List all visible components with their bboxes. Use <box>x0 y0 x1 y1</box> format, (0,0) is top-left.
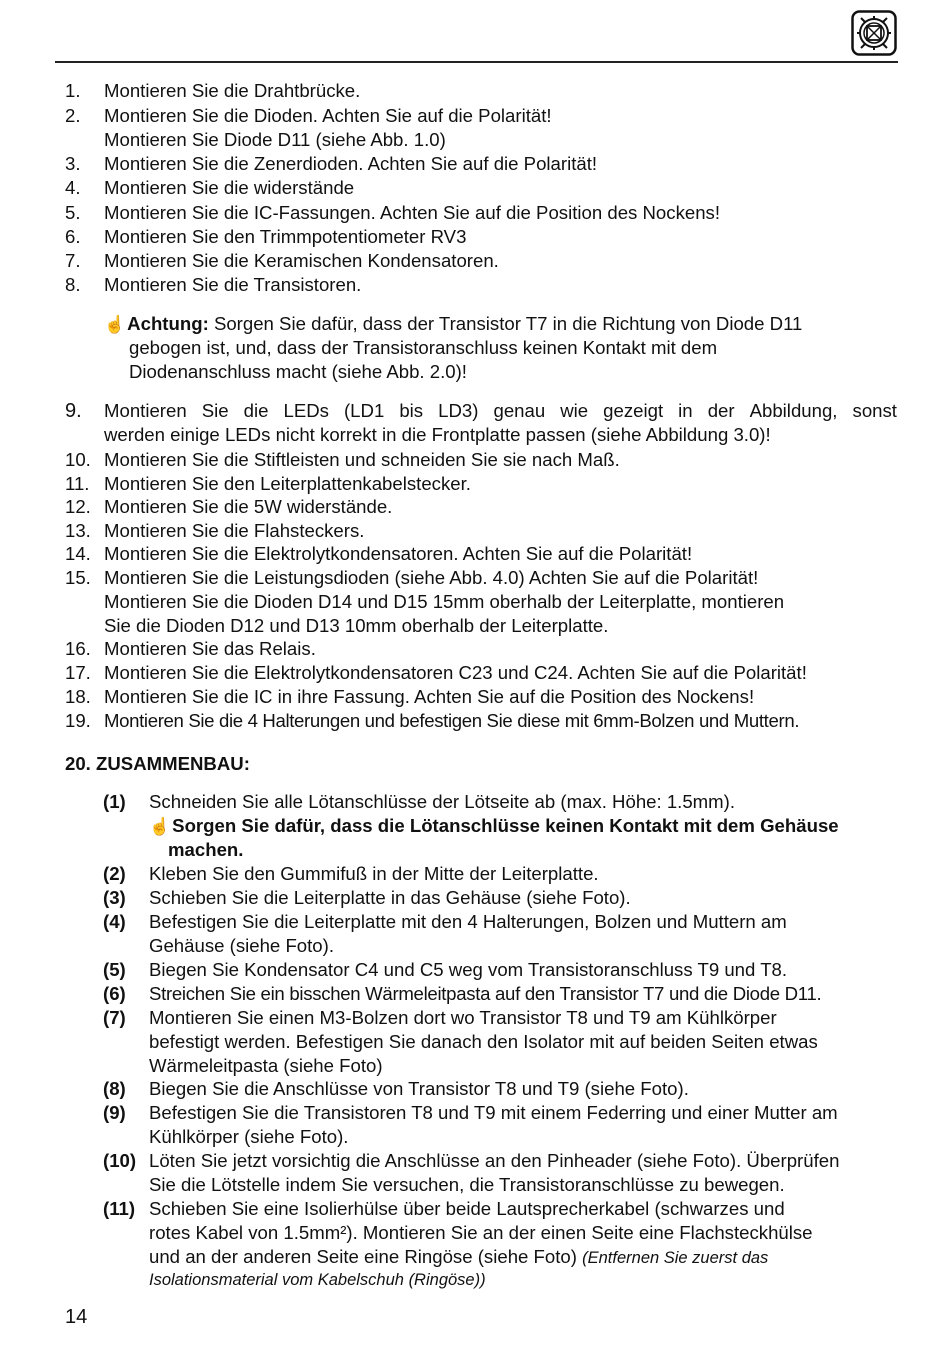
step9-word: bis <box>399 400 424 421</box>
page-number: 14 <box>65 1306 88 1328</box>
step9-word: wie <box>560 400 589 421</box>
step9-word: Abbildung, <box>749 400 838 421</box>
header-rule <box>55 61 898 63</box>
kit-logo-icon <box>851 10 897 56</box>
step9-word: Montieren <box>104 400 187 421</box>
step9-word: genau <box>493 400 546 421</box>
warning-label: Achtung: <box>127 313 209 334</box>
step9-word: gezeigt <box>603 400 664 421</box>
step9-word: Sie <box>201 400 229 421</box>
step9-line <box>104 399 897 423</box>
pointing-hand-icon: ☝ <box>149 817 171 836</box>
warning-text: gebogen ist, und, dass der Transistoranschluss keinen Kontakt mit dem <box>129 337 718 358</box>
step9-word: (LD1 <box>343 400 385 421</box>
step9-word: in <box>678 400 693 421</box>
step9-word: sonst <box>852 400 897 421</box>
step9-word: der <box>707 400 735 421</box>
warning-text: machen. <box>168 839 244 860</box>
step9-word: LEDs <box>283 400 329 421</box>
section-heading: 20. ZUSAMMENBAU: <box>65 753 250 774</box>
warning-note <box>104 312 802 337</box>
warning-text: Sorgen Sie dafür, dass der Transistor T7 in die Richtung von Diode D11 <box>213 313 803 334</box>
warning-text: Diodenanschluss macht (siehe Abb. 2.0)! <box>129 361 467 382</box>
step9-word: LD3) <box>438 400 479 421</box>
warning-note: ☝ Sorgen Sie dafür, dass die Lötanschlüsse keinen Kontakt mit dem Gehäuse <box>149 814 839 839</box>
pointing-hand-icon: ☝ <box>104 315 126 334</box>
step9-word: die <box>243 400 269 421</box>
